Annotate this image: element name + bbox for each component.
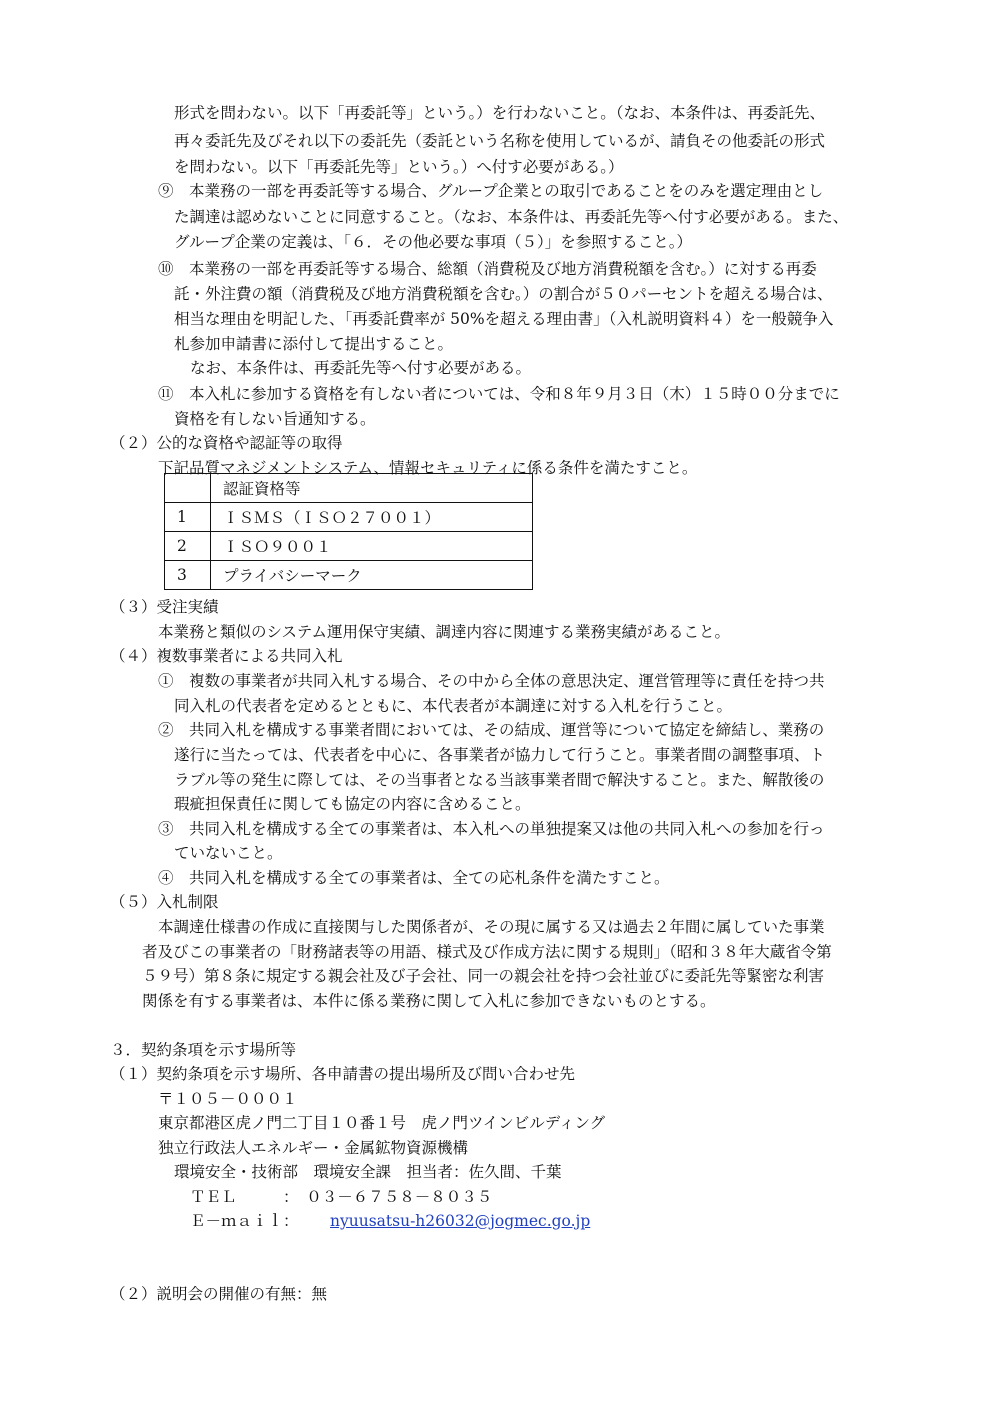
text-line: なお、本条件は、再委託先等へ付す必要がある。 bbox=[190, 359, 532, 377]
section-1-heading: （１）契約条項を示す場所、各申請書の提出場所及び問い合わせ先 bbox=[110, 1065, 576, 1083]
section-2-heading: （２）公的な資格や認証等の取得 bbox=[110, 434, 343, 452]
postal-code: 〒１０５－０００１ bbox=[158, 1090, 298, 1108]
section-5-heading: （５）入札制限 bbox=[110, 893, 219, 911]
text-line: 資格を有しない旨通知する。 bbox=[174, 410, 376, 428]
department-contact: 環境安全・技術部 環境安全課 担当者：佐久間、千葉 bbox=[174, 1163, 562, 1181]
text-line: 瑕疵担保責任に関しても協定の内容に含めること。 bbox=[174, 795, 531, 813]
chapter-3-heading: ３．契約条項を示す場所等 bbox=[110, 1041, 297, 1059]
text-line: を問わない。以下「再委託先等」という。）へ付す必要がある。） bbox=[174, 158, 624, 176]
table-row bbox=[165, 532, 533, 561]
text-line: ラブル等の発生に際しては、その当事者となる当該事業者間で解決すること。また、解散後の bbox=[174, 771, 825, 789]
text-line: た調達は認めないことに同意すること。（なお、本条件は、再委託先等へ付す必要がある。また、 bbox=[174, 208, 849, 226]
text-line: 再々委託先及びそれ以下の委託先（委託という名称を使用しているが、請負その他委託の形式 bbox=[174, 132, 826, 150]
address: 東京都港区虎ノ門二丁目１０番１号 虎ノ門ツインビルディング bbox=[158, 1114, 606, 1132]
item-3: ③ 共同入札を構成する全ての事業者は、本入札への単独提案又は他の共同入札への参加を行っ bbox=[158, 820, 825, 838]
section-3-heading: （３）受注実績 bbox=[110, 598, 219, 616]
table-header-cell: 認証資格等 bbox=[211, 474, 533, 503]
text-line: 下記品質マネジメントシステム、情報セキュリティに係る条件を満たすこと。 bbox=[158, 459, 698, 477]
text-line: グループ企業の定義は、「６．その他必要な事項（５）」を参照すること。） bbox=[174, 233, 693, 251]
table-row bbox=[165, 561, 533, 590]
section-2-briefing: （２）説明会の開催の有無：無 bbox=[110, 1285, 328, 1303]
item-11: ⑪ 本入札に参加する資格を有しない者については、令和８年９月３日（木）１５時００分までに bbox=[158, 385, 840, 403]
text-line: 託・外注費の額（消費税及び地方消費税額を含む。）の割合が５０パーセントを超える場合は、 bbox=[174, 285, 833, 303]
item-9: ⑨ 本業務の一部を再委託等する場合、グループ企業との取引であることをのみを選定理由とし bbox=[158, 182, 824, 200]
certification-table bbox=[164, 473, 533, 590]
table-row bbox=[165, 503, 533, 532]
table-cell-label: ＩＳＭＳ（ＩＳＯ２７００１） bbox=[211, 503, 533, 532]
section-4-heading: （４）複数事業者による共同入札 bbox=[110, 647, 343, 665]
item-2: ② 共同入札を構成する事業者間においては、その結成、運営等について協定を締結し、業務の bbox=[158, 721, 825, 739]
item-1: ① 複数の事業者が共同入札する場合、その中から全体の意思決定、運営管理等に責任を持つ共 bbox=[158, 672, 825, 690]
organization: 独立行政法人エネルギー・金属鉱物資源機構 bbox=[158, 1139, 469, 1157]
email-link[interactable]: nyuusatsu-h26032@jogmec.go.jp bbox=[330, 1212, 591, 1230]
text-line: 本調達仕様書の作成に直接関与した関係者が、その現に属する又は過去２年間に属していた事業 bbox=[158, 918, 825, 936]
table-cell-number: 1 bbox=[165, 503, 211, 532]
item-4: ④ 共同入札を構成する全ての事業者は、全ての応札条件を満たすこと。 bbox=[158, 869, 670, 887]
table-header-row bbox=[165, 474, 533, 503]
text-line: 遂行に当たっては、代表者を中心に、各事業者が協力して行うこと。事業者間の調整事項、ト bbox=[174, 746, 826, 764]
table-cell-number: 3 bbox=[165, 561, 211, 590]
item-10: ⑩ 本業務の一部を再委託等する場合、総額（消費税及び地方消費税額を含む。）に対する再委 bbox=[158, 260, 817, 278]
text-line: 同入札の代表者を定めるとともに、本代表者が本調達に対する入札を行うこと。 bbox=[174, 697, 733, 715]
text-line: 形式を問わない。以下「再委託等」という。）を行わないこと。（なお、本条件は、再委託先、 bbox=[174, 104, 826, 122]
text-line: 札参加申請書に添付して提出すること。 bbox=[174, 335, 454, 353]
text-line: 相当な理由を明記した、「再委託費率が 50%を超える理由書」（入札説明資料４）を一般競争入 bbox=[174, 310, 834, 328]
text-line: ５９号）第８条に規定する親会社及び子会社、同一の親会社を持つ会社並びに委託先等緊密な利害 bbox=[142, 967, 825, 985]
email-label: Ｅ－ｍａｉｌ： bbox=[190, 1212, 299, 1230]
telephone: ＴＥＬ ： ０３－６７５８－８０３５ bbox=[190, 1188, 493, 1206]
text-line: 本業務と類似のシステム運用保守実績、調達内容に関連する業務実績があること。 bbox=[158, 623, 730, 641]
table-header-cell bbox=[165, 474, 211, 503]
text-line: ていないこと。 bbox=[174, 844, 283, 862]
table-cell-label: ＩＳＯ９００１ bbox=[211, 532, 533, 561]
text-line: 関係を有する事業者は、本件に係る業務に関して入札に参加できないものとする。 bbox=[142, 992, 716, 1010]
text-line: 者及びこの事業者の「財務諸表等の用語、様式及び作成方法に関する規則」（昭和３８年大蔵省令第 bbox=[142, 943, 832, 961]
table-cell-number: 2 bbox=[165, 532, 211, 561]
table-cell-label: プライバシーマーク bbox=[211, 561, 533, 590]
